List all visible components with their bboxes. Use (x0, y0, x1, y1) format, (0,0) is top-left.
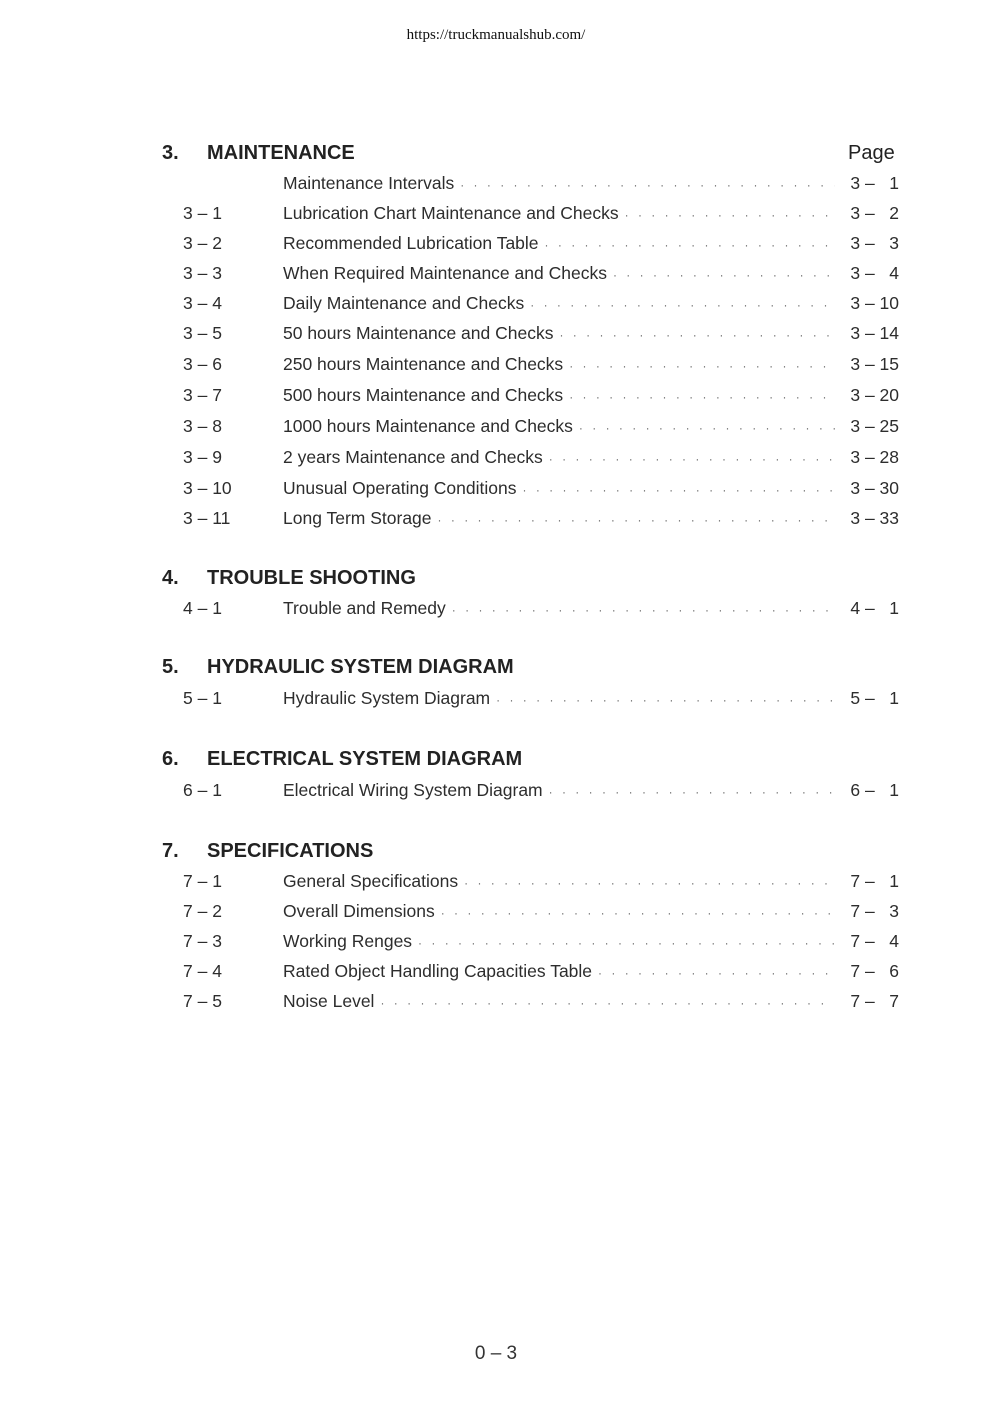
toc-entry[interactable] (183, 203, 899, 227)
entry-title: Daily Maintenance and Checks (283, 293, 525, 313)
dot-leader (625, 208, 835, 222)
entry-title: 1000 hours Maintenance and Checks (283, 416, 573, 436)
entry-title: General Specifications (283, 871, 459, 891)
entry-code: 7 – 4 (183, 961, 222, 981)
section-heading-electrical (162, 748, 522, 771)
toc-entry[interactable] (183, 293, 899, 317)
entry-page: 3 – 30 (850, 478, 899, 498)
entry-title: Working Renges (283, 931, 413, 951)
dot-leader (460, 178, 835, 192)
dot-leader (549, 452, 835, 466)
entry-code: 7 – 3 (183, 931, 222, 951)
section-number: 6. (162, 748, 179, 770)
dot-leader (545, 238, 835, 252)
entry-page: 3 – 2 (850, 203, 899, 223)
section-heading-hydraulic (162, 656, 514, 679)
dot-leader (569, 390, 835, 404)
entry-page: 3 – 33 (850, 508, 899, 528)
entry-page: 3 – 25 (850, 416, 899, 436)
entry-title: Lubrication Chart Maintenance and Checks (283, 203, 619, 223)
entry-page: 3 – 3 (850, 233, 899, 253)
section-number: 3. (162, 142, 179, 164)
entry-title: Long Term Storage (283, 508, 432, 528)
entry-title: 250 hours Maintenance and Checks (283, 354, 564, 374)
dot-leader (559, 328, 835, 342)
section-title: TROUBLE SHOOTING (207, 567, 416, 589)
entry-code: 3 – 3 (183, 263, 222, 283)
entry-page: 3 – 4 (850, 263, 899, 283)
entry-code: 6 – 1 (183, 780, 222, 800)
page-column-label: Page (848, 142, 895, 164)
entry-code: 7 – 1 (183, 871, 222, 891)
section-number: 4. (162, 567, 179, 589)
entry-title: 50 hours Maintenance and Checks (283, 323, 554, 343)
entry-code: 3 – 1 (183, 203, 222, 223)
entry-code: 3 – 8 (183, 416, 222, 436)
toc-entry[interactable] (183, 991, 899, 1015)
toc-entry[interactable] (183, 263, 899, 287)
dot-leader (438, 513, 835, 527)
toc-entry[interactable] (183, 688, 899, 712)
entry-title: Unusual Operating Conditions (283, 478, 517, 498)
entry-code: 3 – 7 (183, 385, 222, 405)
entry-code: 3 – 9 (183, 447, 222, 467)
entry-code: 3 – 5 (183, 323, 222, 343)
dot-leader (579, 421, 835, 435)
entry-code: 4 – 1 (183, 598, 222, 618)
dot-leader (441, 906, 835, 920)
dot-leader (380, 996, 835, 1010)
entry-page: 4 – 1 (850, 598, 899, 618)
toc-entry[interactable] (183, 478, 899, 502)
entry-code: 7 – 2 (183, 901, 222, 921)
dot-leader (598, 966, 835, 980)
dot-leader (549, 785, 835, 799)
entry-title: Recommended Lubrication Table (283, 233, 539, 253)
entry-title: Hydraulic System Diagram (283, 688, 491, 708)
entry-code: 5 – 1 (183, 688, 222, 708)
toc-entry[interactable] (183, 901, 899, 925)
toc-entry[interactable] (183, 931, 899, 955)
entry-title: 2 years Maintenance and Checks (283, 447, 543, 467)
entry-title: Overall Dimensions (283, 901, 435, 921)
entry-page: 6 – 1 (850, 780, 899, 800)
entry-page: 7 – 7 (850, 991, 899, 1011)
entry-title: Electrical Wiring System Diagram (283, 780, 543, 800)
section-number: 5. (162, 656, 179, 678)
section-title: ELECTRICAL SYSTEM DIAGRAM (207, 748, 523, 770)
toc-entry[interactable] (183, 323, 899, 347)
toc-entry[interactable] (183, 233, 899, 257)
toc-entry[interactable] (183, 961, 899, 985)
footer-page-number: 0 – 3 (474, 1343, 518, 1364)
entry-page: 3 – 28 (850, 447, 899, 467)
section-heading-specifications (162, 840, 373, 863)
dot-leader (613, 268, 835, 282)
entry-code: 3 – 2 (183, 233, 222, 253)
entry-title: 500 hours Maintenance and Checks (283, 385, 564, 405)
entry-code: 3 – 11 (183, 508, 231, 528)
toc-entry[interactable] (183, 447, 899, 471)
entry-page: 3 – 15 (850, 354, 899, 374)
dot-leader (452, 603, 835, 617)
entry-page: 3 – 20 (850, 385, 899, 405)
toc-entry[interactable] (183, 354, 899, 378)
entry-page: 7 – 1 (850, 871, 899, 891)
section-title: MAINTENANCE (207, 142, 355, 164)
entry-page: 3 – 10 (850, 293, 899, 313)
section-title: HYDRAULIC SYSTEM DIAGRAM (207, 656, 514, 678)
entry-page: 3 – 1 (850, 173, 899, 193)
entry-page: 3 – 14 (850, 323, 899, 343)
toc-entry[interactable] (183, 598, 899, 622)
section-heading-maintenance (162, 142, 355, 165)
toc-entry[interactable] (183, 385, 899, 409)
section-number: 7. (162, 840, 179, 862)
entry-code: 7 – 5 (183, 991, 222, 1011)
dot-leader (418, 936, 835, 950)
dot-leader (496, 693, 835, 707)
entry-page: 5 – 1 (850, 688, 899, 708)
entry-code: 3 – 10 (183, 478, 232, 498)
toc-entry[interactable] (183, 871, 899, 895)
dot-leader (530, 298, 835, 312)
section-heading-trouble-shooting (162, 567, 416, 590)
entry-title: When Required Maintenance and Checks (283, 263, 607, 283)
entry-page: 7 – 3 (850, 901, 899, 921)
entry-title: Rated Object Handling Capacities Table (283, 961, 593, 981)
dot-leader (522, 483, 835, 497)
dot-leader (569, 359, 835, 373)
entry-title: Trouble and Remedy (283, 598, 446, 618)
toc-entry[interactable] (183, 416, 899, 440)
entry-code: 3 – 6 (183, 354, 222, 374)
entry-code: 3 – 4 (183, 293, 222, 313)
header-url: https://truckmanualshub.com/ (406, 27, 586, 43)
toc-entry[interactable] (183, 173, 899, 197)
toc-entry[interactable] (183, 780, 899, 804)
entry-page: 7 – 6 (850, 961, 899, 981)
dot-leader (464, 876, 835, 890)
entry-title: Noise Level (283, 991, 375, 1011)
toc-entry[interactable] (183, 508, 899, 532)
entry-title: Maintenance Intervals (283, 173, 455, 193)
entry-page: 7 – 4 (850, 931, 899, 951)
section-title: SPECIFICATIONS (207, 840, 374, 862)
